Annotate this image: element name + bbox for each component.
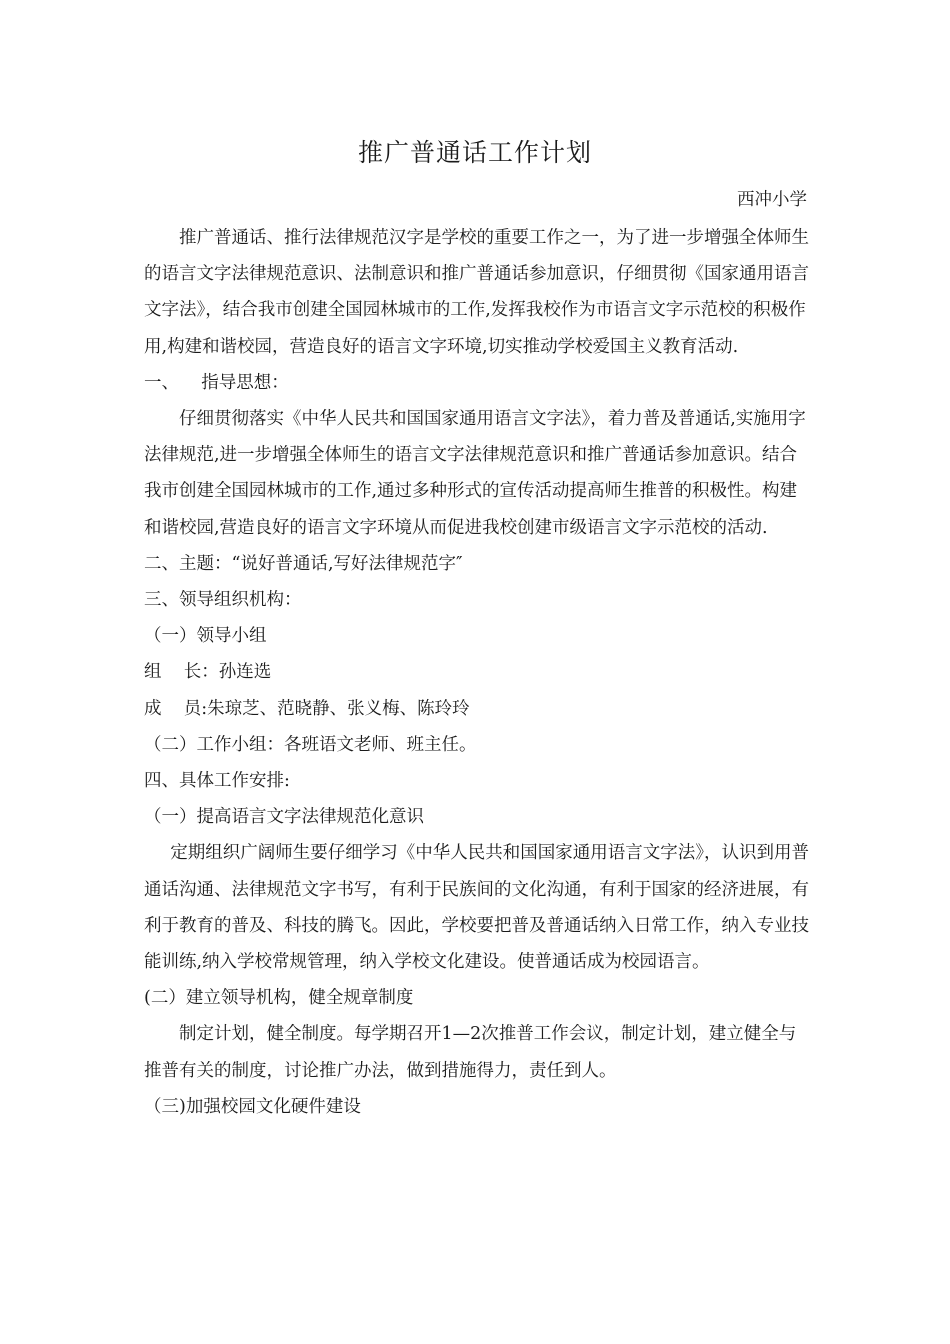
section-heading-organization: 三、领导组织机构： — [144, 590, 302, 611]
document-body — [144, 220, 812, 1125]
subheading-awareness: （一）提高语言文字法律规范化意识 — [144, 807, 424, 828]
working-group-line: （二）工作小组：各班语文老师、班主任。 — [144, 734, 477, 755]
section-heading-guiding-thought: 一、 指导思想： — [144, 372, 289, 393]
section-heading-theme: 二、主题：“说好普通话,写好法律规范字″ — [144, 553, 463, 574]
intro-paragraph: 推广普通话、推行法律规范汉字是学校的重要工作之一，为了进一步增强全体师生的语言文字法律规范意识、法制意识和推广普通话参加意识，仔细贯彻《国家通用语言文字法》，结合我市创建全国园林城市的工作,发挥我校作为市语言文字示范校的积极作用,构建和谐校园，营造良好的语言文字环境,切实推动学校爱国主义教育活动. — [144, 228, 809, 357]
subheading-leadership-structure: (二）建立领导机构，健全规章制度 — [144, 988, 414, 1009]
group-members-line: 成 员:朱琼芝、范晓静、张义梅、陈玲玲 — [144, 698, 470, 719]
leadership-structure-paragraph: 制定计划，健全制度。每学期召开1—2次推普工作会议，制定计划，建立健全与推普有关的制度，讨论推广办法，做到措施得力，责任到人。 — [144, 1024, 797, 1081]
group-leader-line: 组 长：孙连选 — [144, 662, 272, 683]
document-title: 推广普通话工作计划 — [357, 138, 592, 167]
subheading-leadership-group: （一）领导小组 — [144, 626, 267, 647]
section-heading-arrangements: 四、具体工作安排: — [144, 771, 290, 792]
awareness-paragraph: 定期组织广阔师生要仔细学习《中华人民共和国国家通用语言文字法》，认识到用普通话沟通、法律规范文字书写，有利于民族间的文化沟通，有利于国家的经济进展，有利于教育的普及、科技的腾飞。因此，学校要把普及普通话纳入日常工作，纳入专业技能训练,纳入学校常规管理，纳入学校文化建设。使普通话成为校园语言。 — [144, 843, 809, 973]
document-author: 西冲小学 — [737, 190, 807, 210]
subheading-campus-culture: （三)加强校园文化硬件建设 — [144, 1096, 361, 1117]
guiding-thought-paragraph: 仔细贯彻落实《中华人民共和国国家通用语言文字法》，着力普及普通话,实施用字法律规范,进一步增强全体师生的语言文字法律规范意识和推广普通话参加意识。结合我市创建全国园林城市的工作,通过多种形式的宣传活动提高师生推普的积极性。构建和谐校园,营造良好的语言文字环境从而促进我校创建市级语言文字示范校的活动. — [144, 409, 806, 538]
